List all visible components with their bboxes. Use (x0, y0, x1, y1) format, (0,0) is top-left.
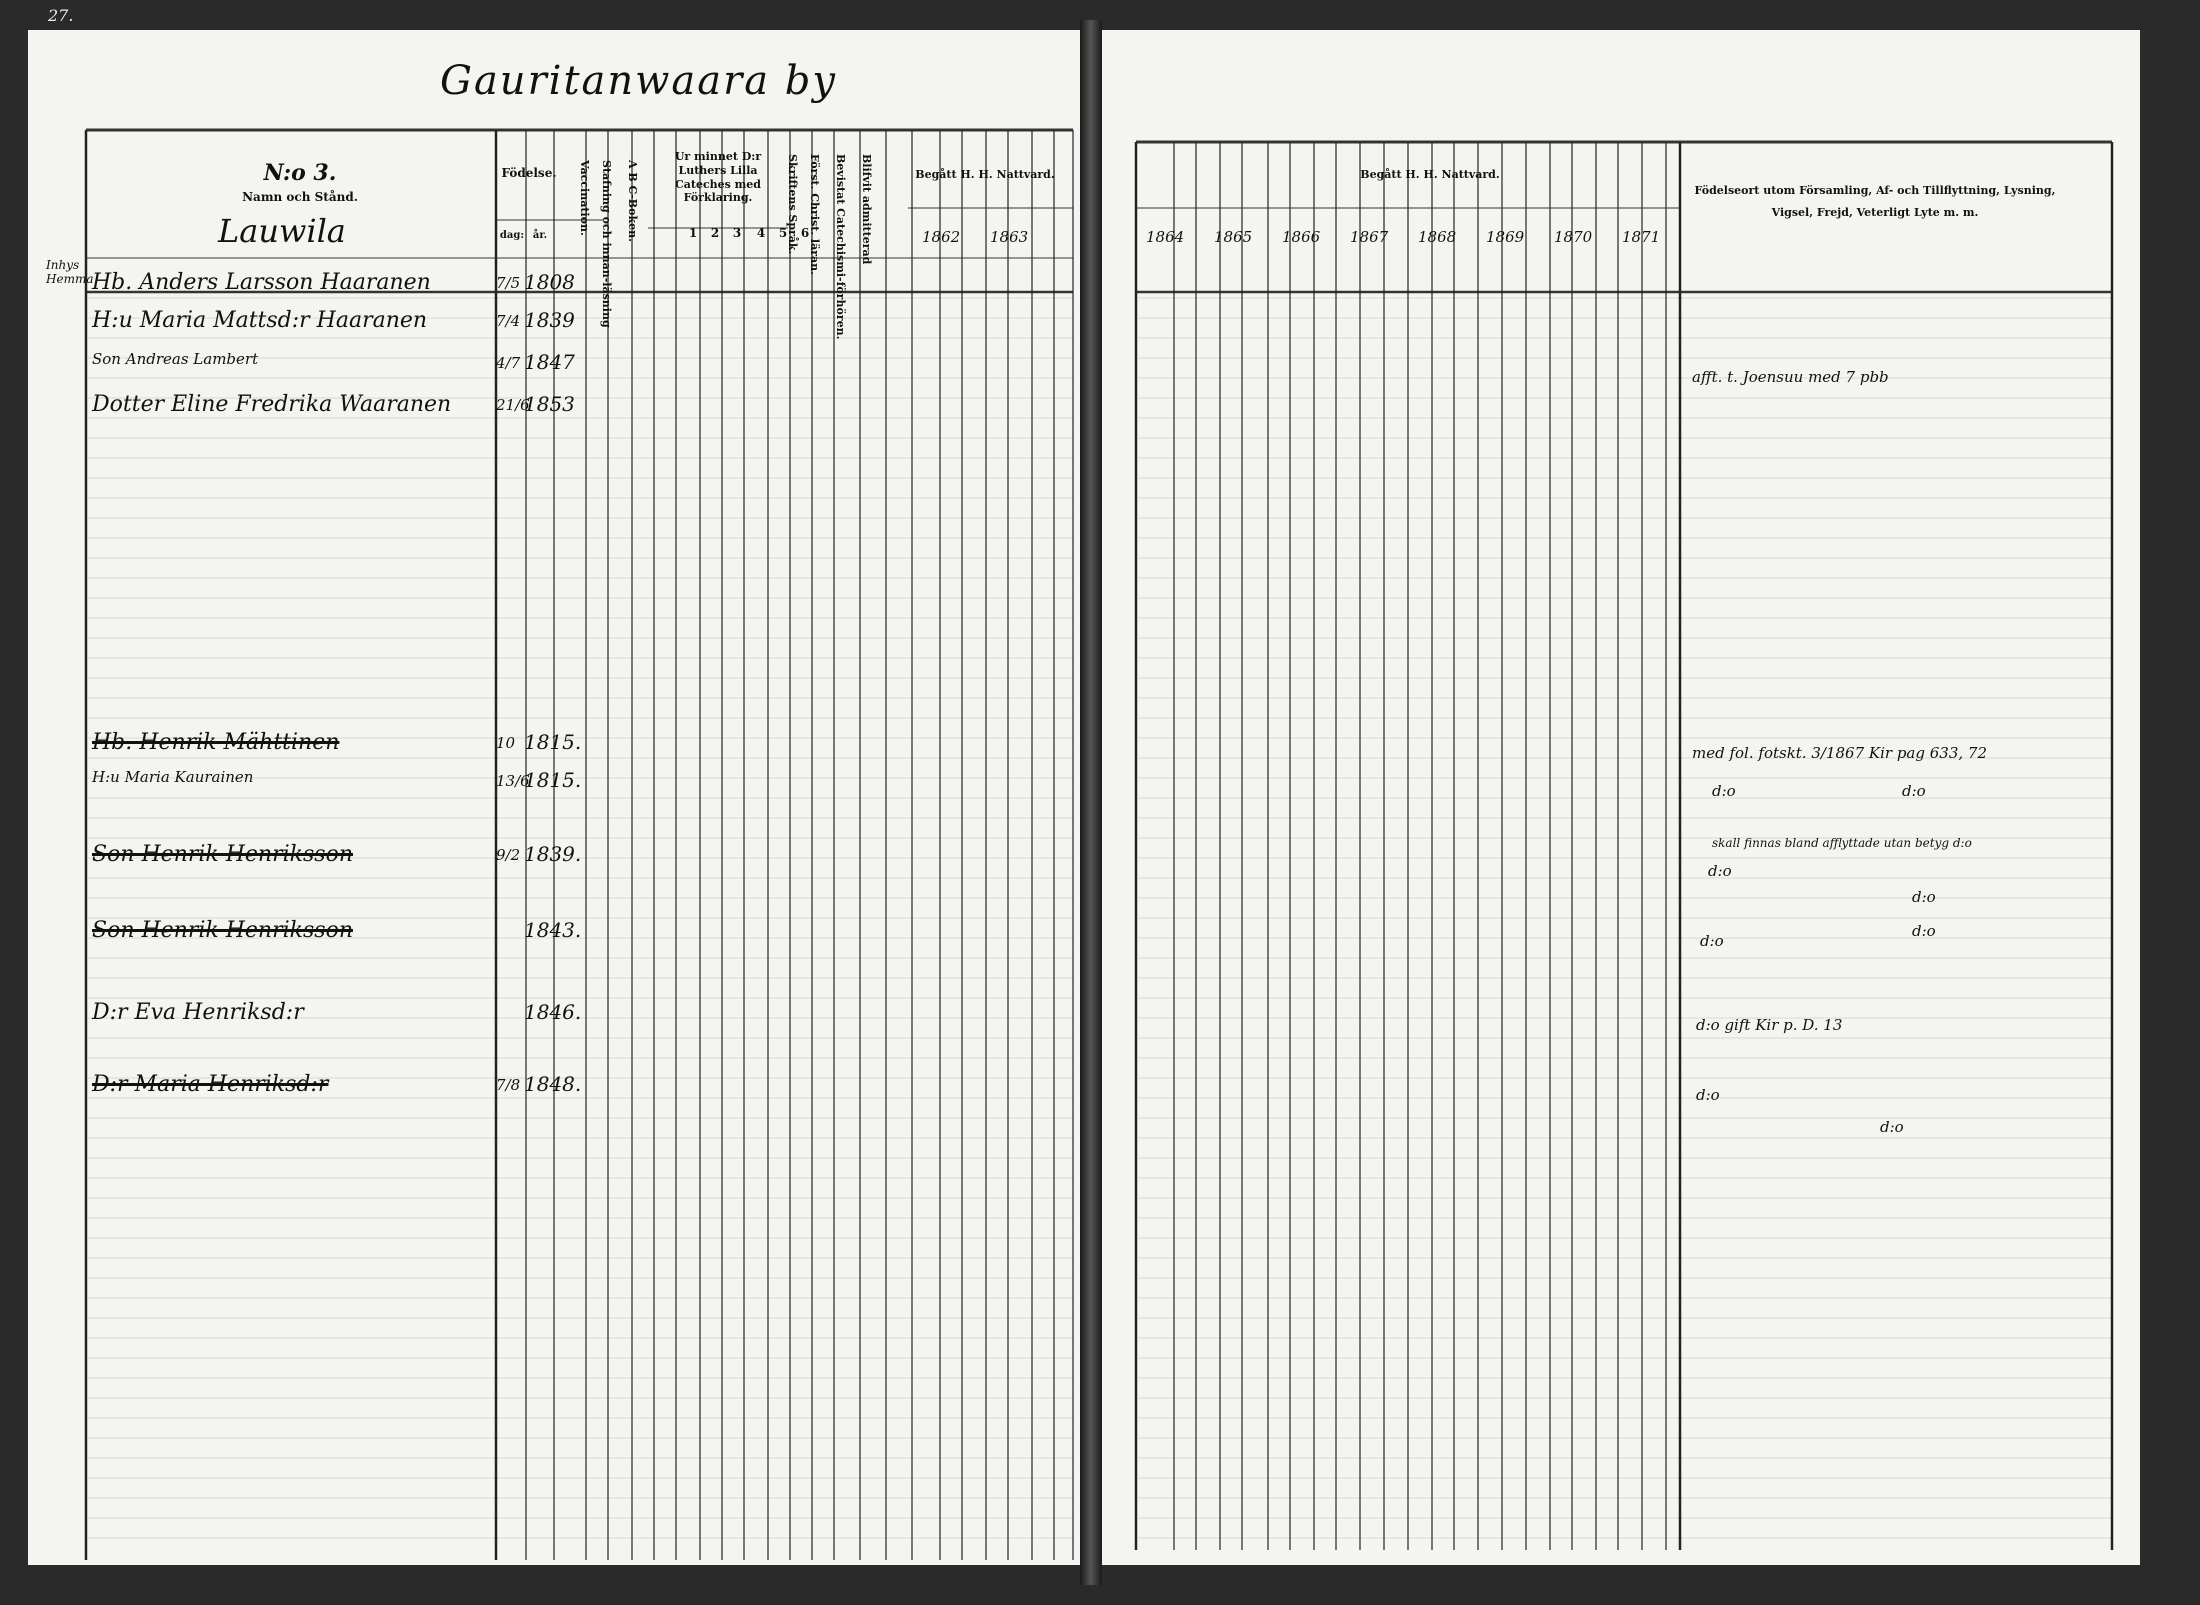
birth-header: Födelse. (501, 166, 557, 180)
village-title: Gauritanwaara by (440, 58, 837, 104)
year-header-1871: 1871 (1622, 228, 1661, 246)
catechism-col-1: 1 (688, 226, 698, 240)
year-header-1867: 1867 (1350, 228, 1389, 246)
entry-birth-year: 1839 (524, 308, 575, 332)
vaccination-header: Vaccination. (578, 160, 592, 236)
catechism-col-3: 3 (732, 226, 742, 240)
left-page-ruling (28, 30, 1080, 1565)
left-register-page (28, 30, 1080, 1565)
entry-birth-year: 1843. (524, 918, 582, 942)
remark-1: afft. t. Joensuu med 7 pbb (1692, 368, 1889, 386)
remark-10: d:o gift Kir p. D. 13 (1696, 1016, 1843, 1034)
remark-4: d:o (1902, 782, 1926, 800)
year-header-1862: 1862 (922, 228, 961, 246)
year-header-1869: 1869 (1486, 228, 1525, 246)
entry-name: Hb. Anders Larsson Haaranen (92, 270, 431, 295)
entry-name: D:r Maria Henriksd:r (92, 1072, 329, 1097)
year-header-1870: 1870 (1554, 228, 1593, 246)
scripture-header: Skriftens Språk. (786, 154, 800, 255)
catechism-col-5: 5 (778, 226, 788, 240)
entry-birth-year: 1846. (524, 1000, 582, 1024)
entry-birth-year: 1808 (524, 270, 575, 294)
entry-birth-year: 1815. (524, 730, 582, 754)
remark-5: skall finnas bland afflyttade utan betyg d:o (1712, 836, 1972, 850)
entry-birth-day: 13/6 (496, 772, 530, 790)
entry-birth-year: 1839. (524, 842, 582, 866)
entry-birth-year: 1815. (524, 768, 582, 792)
birth-day-header: dag: (499, 230, 525, 241)
entry-name: Son Andreas Lambert (92, 350, 259, 368)
remark-9: d:o (1700, 932, 1724, 950)
right-register-page (1102, 30, 2140, 1565)
name-column-header: Namn och Stånd. (242, 190, 358, 204)
year-header-1865: 1865 (1214, 228, 1253, 246)
catechism-col-4: 4 (756, 226, 766, 240)
entry-birth-year: 1853 (524, 392, 575, 416)
entry-birth-year: 1847 (524, 350, 575, 374)
side-note: Inhys Hemma (46, 258, 94, 286)
remark-3: d:o (1712, 782, 1736, 800)
entry-name: Hb. Henrik Mähttinen (92, 730, 340, 755)
catechism-exam-header: Bevistat Catechismi-förhören. (834, 154, 848, 340)
entry-birth-day: 21/6 (496, 396, 530, 414)
remark-12: d:o (1880, 1118, 1904, 1136)
year-header-1864: 1864 (1146, 228, 1185, 246)
remark-2: med fol. fotskt. 3/1867 Kir pag 633, 72 (1692, 744, 1987, 762)
entry-name: H:u Maria Mattsd:r Haaranen (92, 308, 428, 333)
entry-name: D:r Eva Henriksd:r (92, 1000, 304, 1025)
page-number: 27. (48, 6, 74, 25)
entry-birth-day: 7/8 (496, 1076, 521, 1094)
entry-name: H:u Maria Kaurainen (92, 768, 254, 786)
catechism-header: Ur minnet D:r Luthers Lilla Cateches med Förklaring. (674, 150, 762, 205)
right-page-ruling (1102, 30, 2140, 1565)
abc-header: A B C-Boken. (626, 160, 640, 242)
communion-header-left: Begått H. H. Nattvard. (915, 168, 1055, 181)
christian-doctrine-header: Först. Christ. läran. (808, 154, 822, 275)
year-header-1866: 1866 (1282, 228, 1321, 246)
section-number: N:o 3. (263, 160, 337, 186)
entry-name: Son Henrik Henriksson (92, 918, 353, 943)
entry-birth-day: 7/4 (496, 312, 521, 330)
entry-birth-day: 7/5 (496, 274, 521, 292)
entry-birth-day: 10 (496, 734, 516, 752)
entry-name: Dotter Eline Fredrika Waaranen (92, 392, 452, 417)
catechism-col-2: 2 (710, 226, 720, 240)
remark-7: d:o (1912, 888, 1936, 906)
remark-6: d:o (1708, 862, 1732, 880)
entry-name: Son Henrik Henriksson (92, 842, 353, 867)
entry-birth-day: 9/2 (496, 846, 521, 864)
communion-header-right: Begått H. H. Nattvard. (1360, 168, 1500, 181)
catechism-col-6: 6 (800, 226, 810, 240)
year-header-1863: 1863 (990, 228, 1029, 246)
remark-11: d:o (1696, 1086, 1720, 1104)
remarks-header: Födelseort utom Församling, Af- och Tillflyttning, Lysning, Vigsel, Frejd, Veterligt Lyte m. m. (1694, 184, 2056, 219)
admitted-header: Blifvit admitterad (860, 154, 874, 265)
book-spine (1080, 20, 1102, 1585)
remark-8: d:o (1912, 922, 1936, 940)
entry-birth-year: 1848. (524, 1072, 582, 1096)
spelling-header: Stafning och innan-läsning (600, 160, 614, 328)
house-name: Lauwila (218, 212, 346, 250)
entry-birth-day: 4/7 (496, 354, 521, 372)
year-header-1868: 1868 (1418, 228, 1457, 246)
birth-year-header: år. (532, 230, 548, 241)
